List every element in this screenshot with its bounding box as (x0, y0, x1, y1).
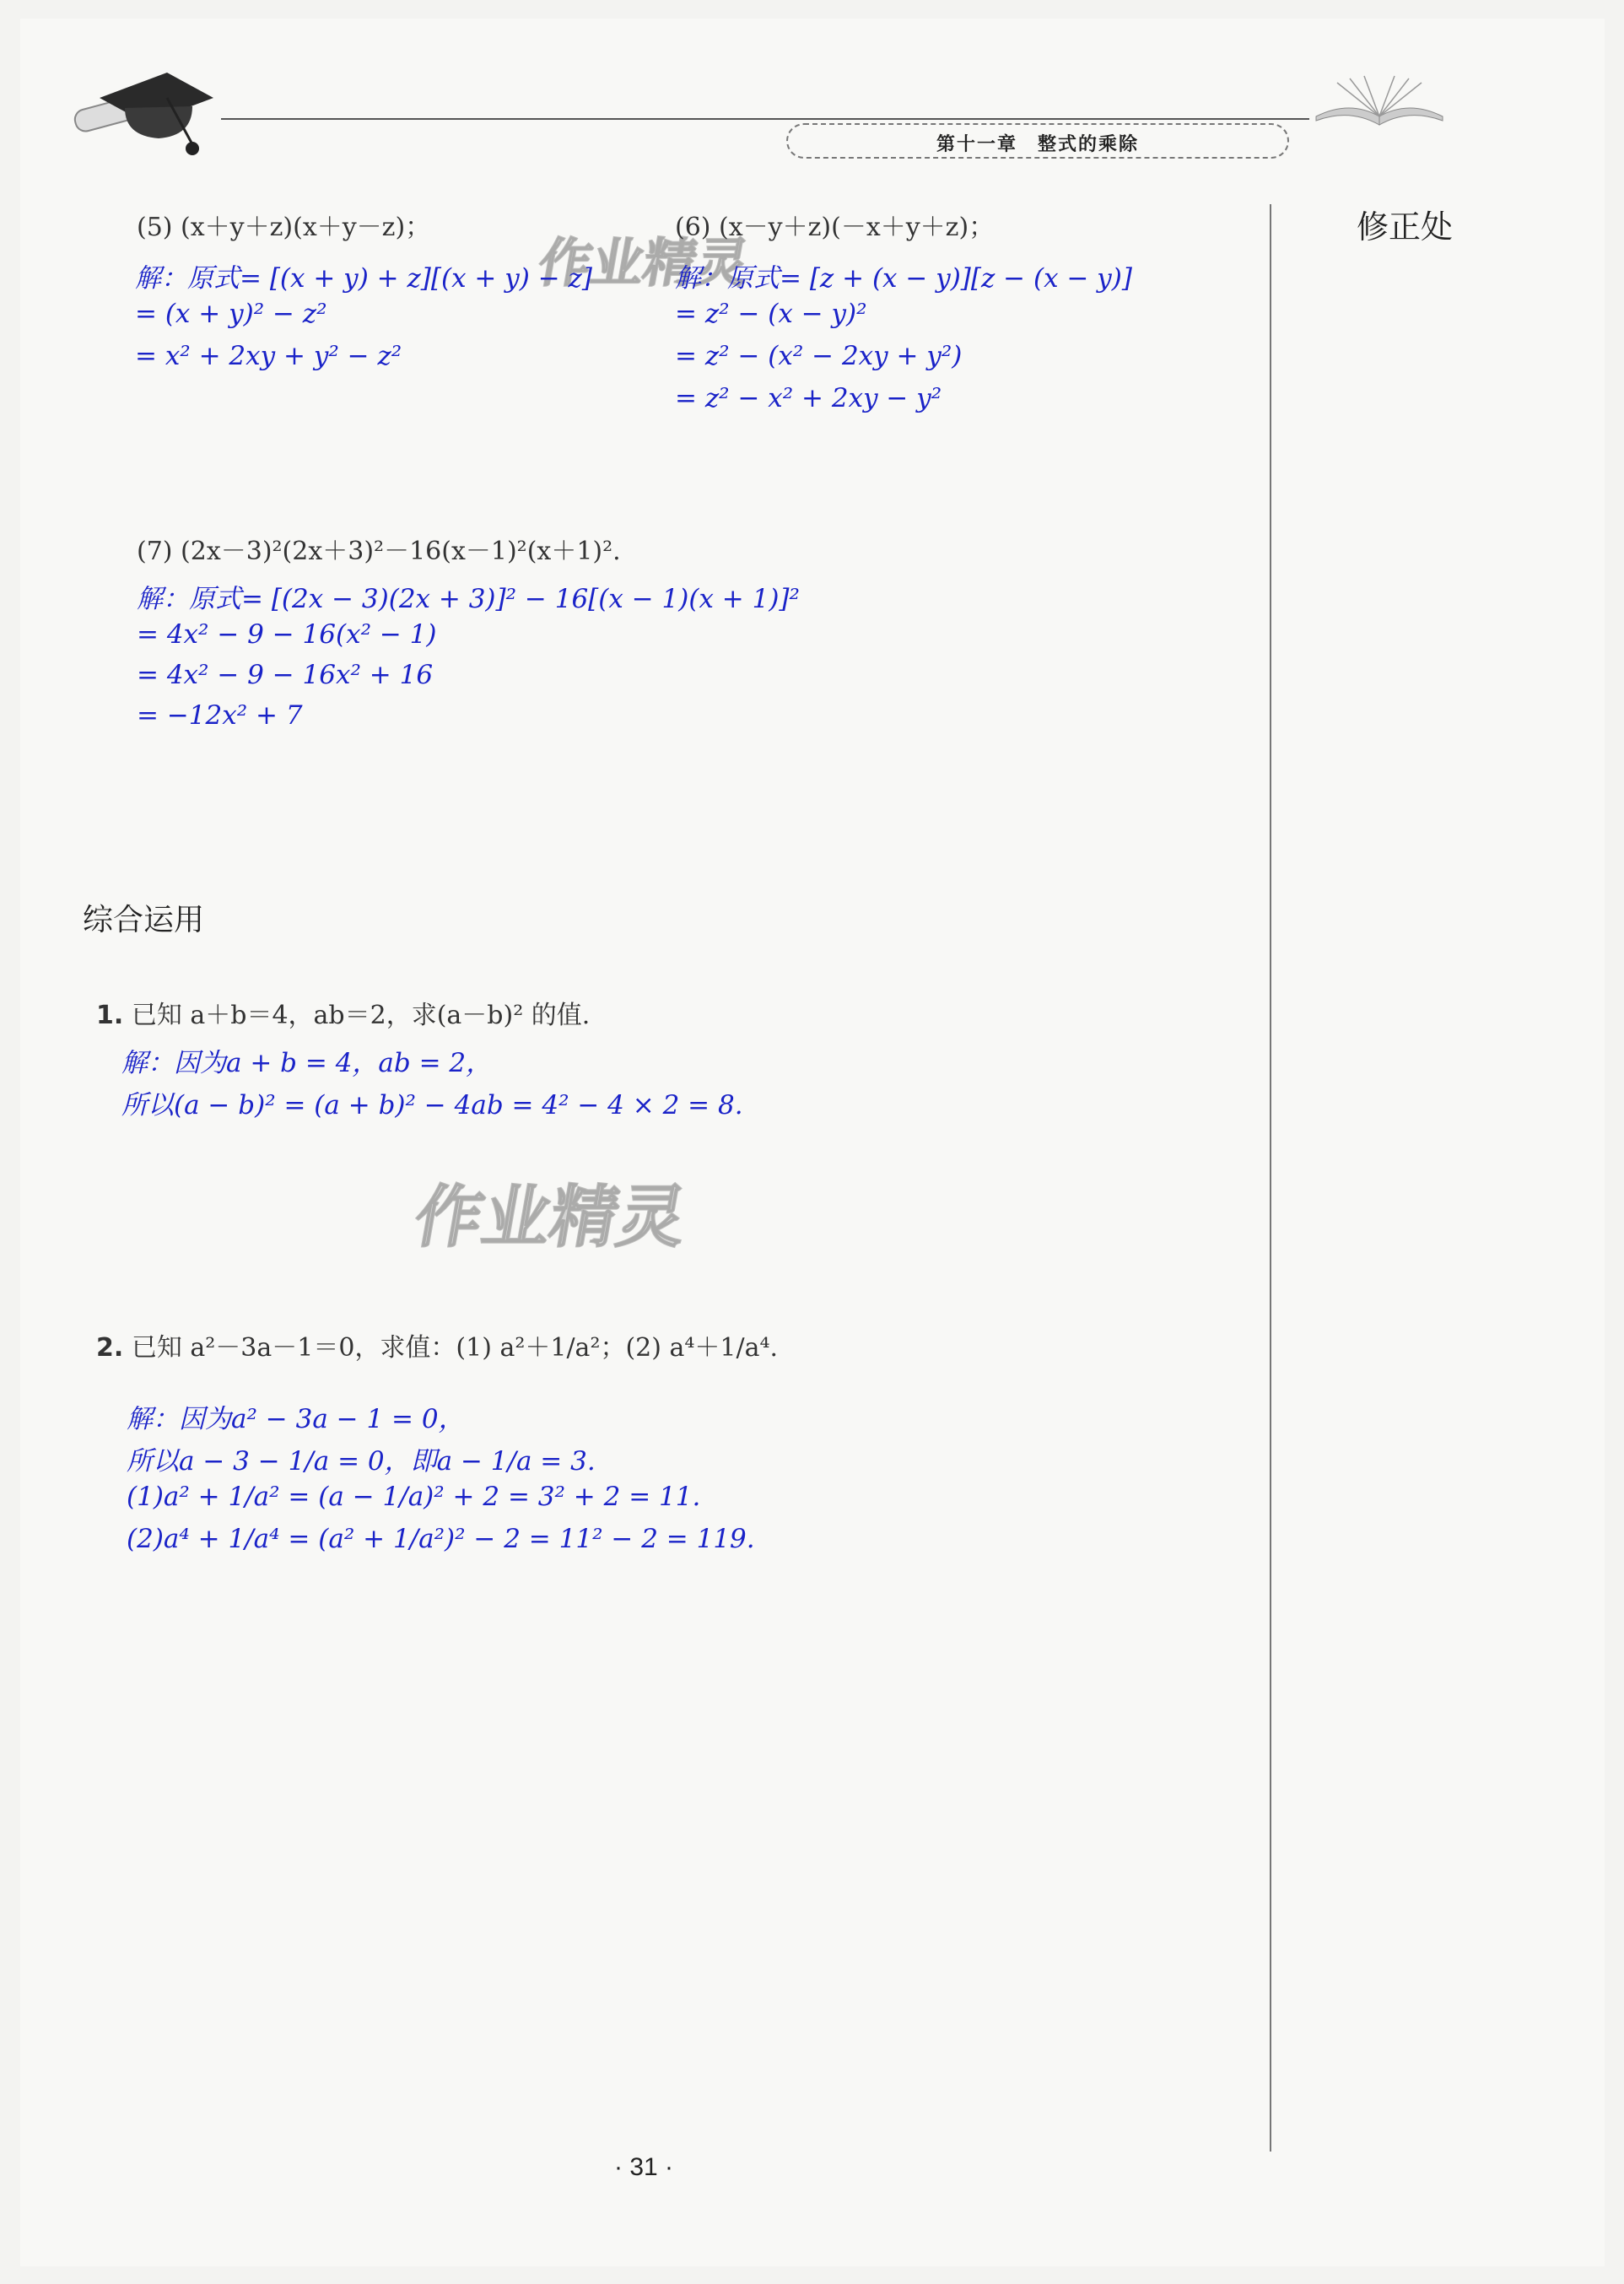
section-title: 综合运用 (83, 903, 205, 937)
answer-6-line-1: 解：原式= [z + (x − y)][z − (x − y)] (675, 263, 1132, 294)
page-number: · 31 · (614, 2153, 674, 2181)
answer-6-line-2: = z² − (x − y)² (675, 299, 867, 329)
corrections-label: 修正处 (1357, 208, 1454, 246)
question-7: (7) (2x－3)²(2x＋3)²－16(x－1)²(x＋1)². (137, 537, 621, 566)
exercise-text: 已知 a²－3a－1＝0，求值：(1) a²＋1/a²；(2) a⁴＋1/a⁴. (131, 1333, 779, 1363)
answer-7-line-4: = −12x² + 7 (137, 700, 303, 731)
exercise-1-answer-line-1: 解：因为a + b = 4，ab = 2， (121, 1048, 493, 1078)
exercise-text: 已知 a＋b＝4，ab＝2，求(a－b)² 的值. (131, 1001, 591, 1030)
margin-divider (1270, 204, 1271, 2152)
exercise-2-question (96, 1326, 778, 1363)
answer-7-line-2: = 4x² − 9 − 16(x² − 1) (137, 619, 437, 650)
watermark: 作业精灵 (533, 232, 754, 294)
answer-6-line-4: = z² − x² + 2xy − y² (675, 383, 942, 413)
watermark: 作业精灵 (408, 1178, 693, 1256)
exercise-2-answer-line-1: 解：因为a² − 3a − 1 = 0， (127, 1404, 465, 1434)
exercise-2-answer-line-3: (1)a² + 1/a² = (a − 1/a)² + 2 = 3² + 2 = 11. (127, 1482, 701, 1512)
answer-7-line-3: = 4x² − 9 − 16x² + 16 (137, 660, 434, 690)
answer-7-line-1: 解：原式= [(2x − 3)(2x + 3)]² − 16[(x − 1)(x + 1)]² (137, 584, 800, 614)
question-6: (6) (x－y＋z)(－x＋y＋z)； (675, 213, 995, 242)
exercise-1-question (96, 994, 590, 1031)
exercise-1-answer-line-2: 所以(a − b)² = (a + b)² − 4ab = 4² − 4 × 2 = 8. (121, 1090, 743, 1120)
answer-6-line-3: = z² − (x² − 2xy + y²) (675, 341, 963, 371)
question-5: (5) (x＋y＋z)(x＋y－z)； (137, 213, 431, 242)
exercise-number: 1. (96, 1001, 124, 1030)
exercise-2-answer-line-2: 所以a − 3 − 1/a = 0，即a − 1/a = 3. (127, 1446, 596, 1477)
answer-5-line-3: = x² + 2xy + y² − z² (135, 341, 402, 371)
answer-5-line-1: 解：原式= [(x + y) + z][(x + y) − z] (135, 263, 592, 294)
chapter-title: 第十一章 整式的乘除 (936, 134, 1139, 155)
exercise-number: 2. (96, 1333, 124, 1363)
chapter-banner (786, 123, 1289, 159)
exercise-2-answer-line-4: (2)a⁴ + 1/a⁴ = (a² + 1/a²)² − 2 = 11² − 2 = 119. (127, 1524, 755, 1554)
graduation-cap-icon (66, 64, 218, 174)
header-rule (221, 118, 1309, 120)
answer-5-line-2: = (x + y)² − z² (135, 299, 327, 329)
open-book-icon (1312, 74, 1447, 133)
